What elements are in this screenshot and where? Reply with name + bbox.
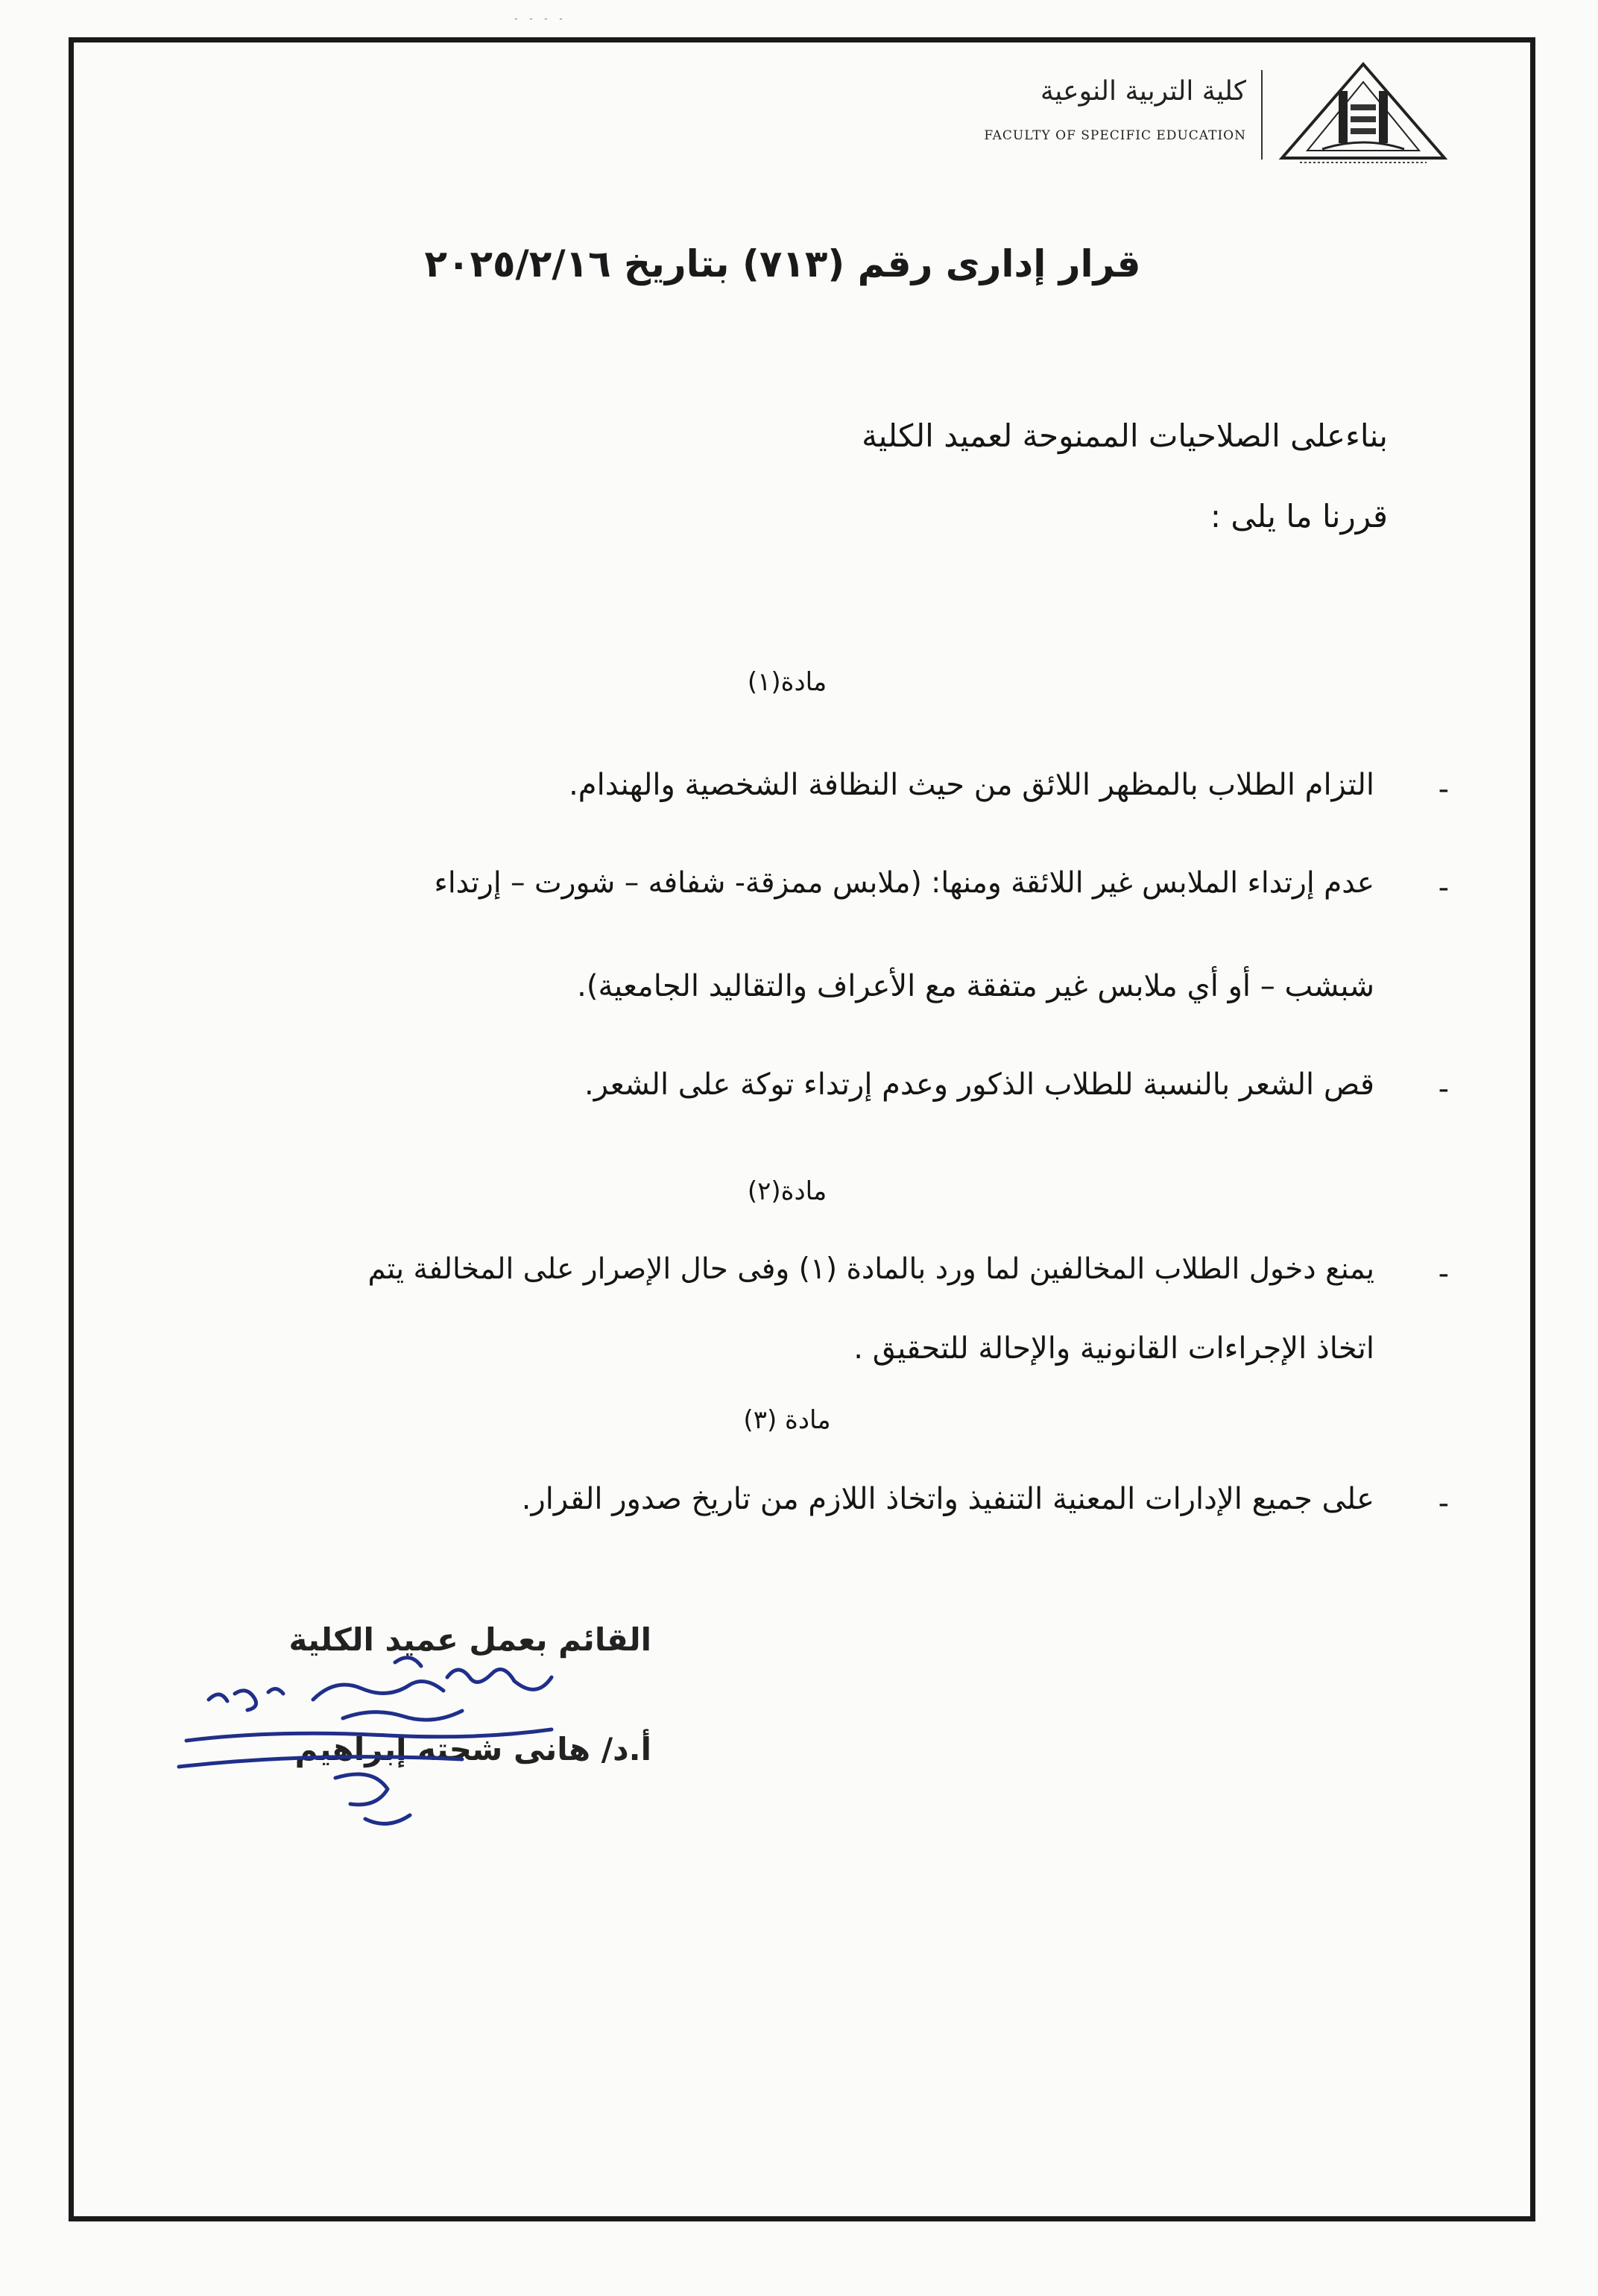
bullet-marker: -	[1438, 871, 1449, 905]
page-border	[69, 37, 1535, 2221]
letterhead-divider	[1261, 70, 1263, 160]
bullet-marker: -	[1438, 1486, 1449, 1521]
article-1-item-2-line-2: شبشب – أو أي ملابس غير متفقة مع الأعراف والتقاليد الجامعية).	[577, 969, 1374, 1003]
signatory-name: أ.د/ هانى شحته إبراهيم	[294, 1731, 651, 1767]
article-1-item-1: التزام الطلاب بالمظهر اللائق من حيث النظافة الشخصية والهندام.	[569, 768, 1374, 802]
article-2-item-1-line-2: اتخاذ الإجراءات القانونية والإحالة للتحقيق .	[853, 1331, 1374, 1366]
bullet-marker: -	[1438, 1257, 1449, 1291]
intro-line-2: قررنا ما يلى :	[1210, 498, 1388, 534]
handwritten-signature	[164, 1647, 581, 1834]
article-1-item-3: قص الشعر بالنسبة للطلاب الذكور وعدم إرتداء توكة على الشعر.	[584, 1067, 1374, 1102]
article-2-heading: مادة(٢)	[747, 1176, 827, 1206]
faculty-name-arabic: كلية التربية النوعية	[1040, 76, 1246, 107]
article-1-heading: مادة(١)	[747, 667, 827, 697]
article-2-item-1-line-1: يمنع دخول الطلاب المخالفين لما ورد بالمادة (١) وفى حال الإصرار على المخالفة يتم	[367, 1252, 1374, 1286]
scan-mark: - - - -	[514, 13, 567, 21]
article-3-item-1: على جميع الإدارات المعنية التنفيذ واتخاذ اللازم من تاريخ صدور القرار.	[521, 1482, 1374, 1516]
article-1-item-2-line-1: عدم إرتداء الملابس غير اللائقة ومنها: (ملابس ممزقة- شفافه – شورت – إرتداء	[434, 866, 1374, 900]
faculty-name-english: FACULTY OF SPECIFIC EDUCATION	[984, 128, 1246, 143]
decision-title: قرار إدارى رقم (٧١٣) بتاريخ ٢٠٢٥/٢/١٦	[424, 242, 1141, 286]
article-3-heading: مادة (٣)	[743, 1405, 831, 1435]
letterhead	[972, 61, 1449, 165]
bullet-marker: -	[1438, 1072, 1449, 1106]
university-logo-icon	[1278, 61, 1449, 165]
intro-line-1: بناءعلى الصلاحيات الممنوحة لعميد الكلية	[862, 417, 1388, 454]
signatory-title: القائم بعمل عميد الكلية	[288, 1621, 651, 1658]
bullet-marker: -	[1438, 772, 1449, 807]
